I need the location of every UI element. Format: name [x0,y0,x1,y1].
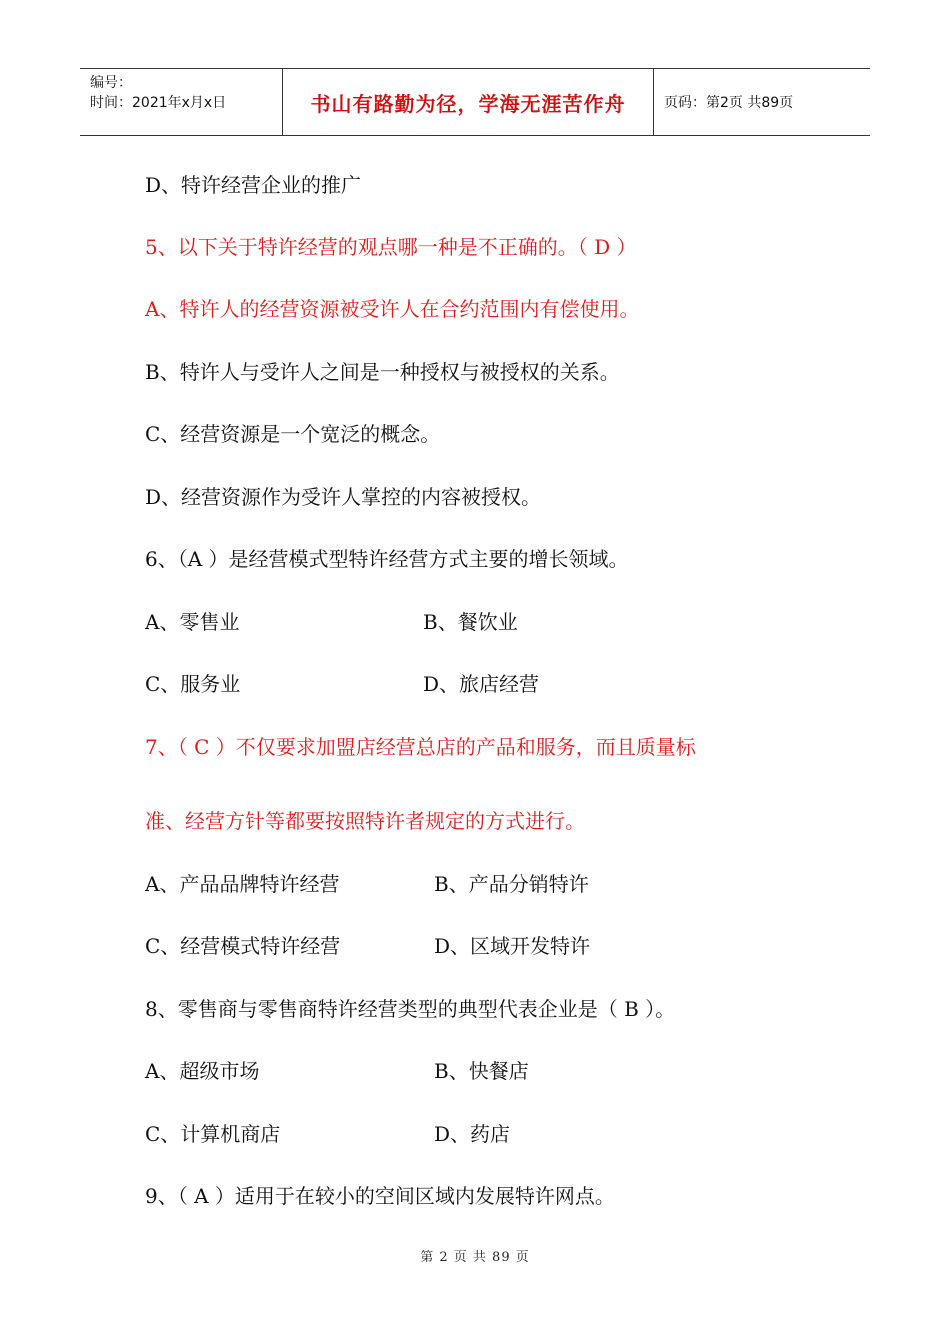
question-5: 5、以下关于特许经营的观点哪一种是不正确的。（ D ） [145,235,637,259]
option-right: D、旅店经营 [423,672,540,696]
page-header [80,68,870,136]
option-left: C、计算机商店 [145,1122,281,1146]
option-left: C、服务业 [145,672,241,696]
question-9: 9、（ A ）适用于在较小的空间区域内发展特许网点。 [145,1184,615,1208]
question-7: 7、（ C ）不仅要求加盟店经营总店的产品和服务，而且质量标 [145,735,696,759]
option-left: C、经营模式特许经营 [145,934,341,958]
option-row [145,1121,511,1147]
option-right: D、区域开发特许 [434,934,591,958]
document-number-label: 编号： [90,75,132,91]
option-line: A、特许人的经营资源被受许人在合约范围内有偿使用。 [145,297,640,321]
option-right: B、快餐店 [434,1059,529,1083]
page-footer: 第 2 页 共 89 页 [420,1250,530,1265]
header-page-info: 页码：第2页 共89页 [664,95,794,111]
option-right: B、产品分销特许 [434,872,589,896]
document-time-label: 时间：2021年x月x日 [90,95,227,111]
header-motto: 书山有路勤为径，学海无涯苦作舟 [282,69,654,135]
option-row [145,871,589,897]
option-left: A、零售业 [145,610,240,634]
header-left-cell [80,69,282,135]
option-right: B、餐饮业 [423,610,518,634]
option-row [145,609,518,635]
option-row [145,671,540,697]
option-left: A、超级市场 [145,1059,260,1083]
option-row [145,933,591,959]
question-8: 8、零售商与零售商特许经营类型的典型代表企业是（ B ）。 [145,997,676,1021]
option-line: B、特许人与受许人之间是一种授权与被授权的关系。 [145,360,620,384]
option-right: D、药店 [434,1122,511,1146]
option-line: C、经营资源是一个宽泛的概念。 [145,422,441,446]
question-7-continued: 准、经营方针等都要按照特许者规定的方式进行。 [145,809,585,833]
question-6: 6、（A ）是经营模式型特许经营方式主要的增长领域。 [145,547,629,571]
option-row [145,1058,529,1084]
option-left: A、产品品牌特许经营 [145,872,340,896]
option-line: D、经营资源作为受许人掌控的内容被授权。 [145,485,542,509]
option-line: D、特许经营企业的推广 [145,173,362,197]
